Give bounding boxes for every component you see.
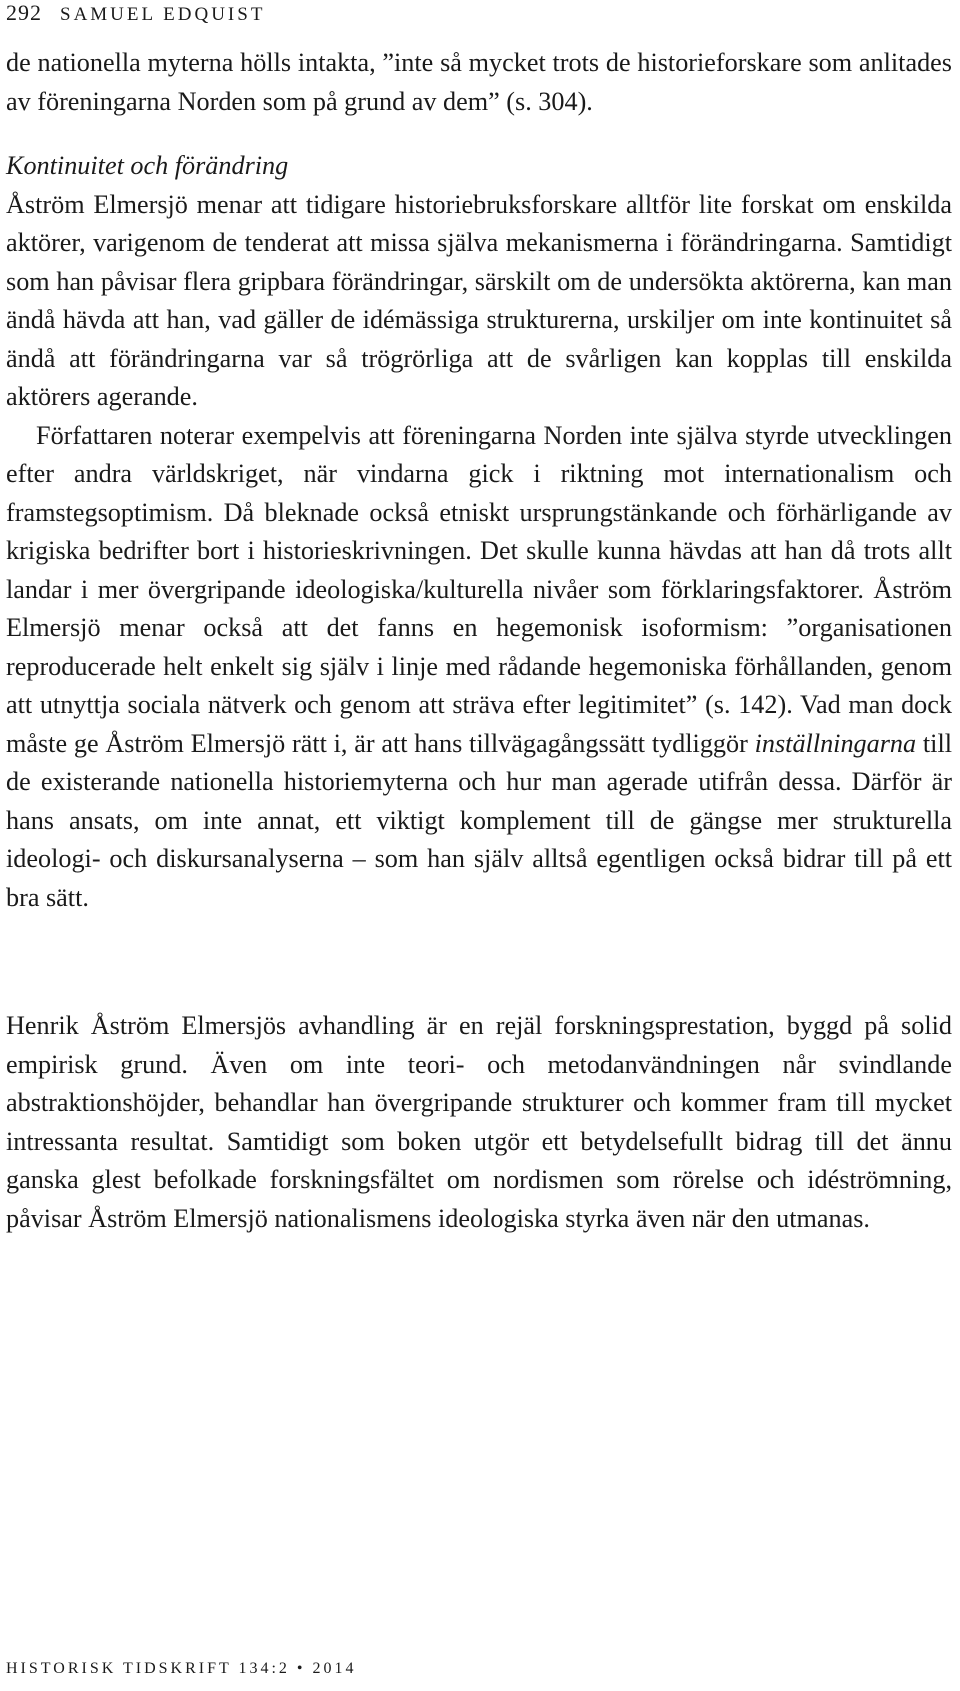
paragraph-text-end: till de existerande nationella historiemyterna och hur man agerade utifrån dessa. Därför är hans ansats, om inte annat, ett viktigt komplement till de gängse mer strukturella ideologi- och diskursanalyserna – som han själv alltså egentligen också bidrar till på ett bra sätt.: [6, 728, 952, 912]
paragraph-author-notes: [6, 417, 952, 918]
body-text-conclusion: [6, 1007, 952, 1238]
paragraph-mechanisms: Åström Elmersjö menar att tidigare historiebruksforskare alltför lite forskat om enskilda aktörer, varigenom de tenderat att missa själva mekanismerna i förändringarna. Samtidigt som han påvisar flera gripbara förändringar, särskilt om de undersökta aktörerna, kan man ändå hävda att han, vad gäller de idémässiga strukturerna, urskiljer om inte kontinuitet så ändå att förändringarna var så trögrörliga att de svårligen kan kopplas till enskilda aktörers agerande.: [6, 189, 952, 411]
journal-footer: HISTORISK TIDSKRIFT 134:2 • 2014: [6, 1660, 357, 1677]
author-name: SAMUEL EDQUIST: [60, 4, 266, 25]
page-number: 292: [6, 0, 42, 25]
emphasis-text: inställningarna: [754, 728, 917, 758]
section-heading: Kontinuitet och förändring: [6, 151, 289, 180]
paragraph-continuation: de nationella myterna hölls intakta, ”inte så mycket trots de historieforskare som anlitades av föreningarna Norden som på grund av dem” (s. 304).: [6, 48, 952, 116]
body-text-top: [6, 44, 952, 121]
body-text-section: [6, 147, 952, 917]
paragraph-conclusion: Henrik Åström Elmersjös avhandling är en rejäl forskningsprestation, byggd på solid empirisk grund. Även om inte teori- och metodanvändningen når svindlande abstraktionshöjder, behandlar han övergripande strukturer och kommer fram till mycket intressanta resultat. Samtidigt som boken utgör ett betydelsefullt bidrag till det ännu ganska glest befolkade forskningsfältet om nordismen som rörelse och idéströmning, påvisar Åström Elmersjö nationalismens ideologiska styrka även när den utmanas.: [6, 1011, 952, 1233]
paragraph-text-start: Författaren noterar exempelvis att föreningarna Norden inte själva styrde utvecklingen efter andra världskriget, när vindarna gick i riktning mot internationalism och framstegsoptimism. Då bleknade också etniskt ursprungstänkande och förhärligande av krigiska bedrifter bort i historieskrivningen. Det skulle kunna hävdas att han då trots allt landar i mer övergripande ideologiska/kulturella nivåer som förklaringsfaktorer. Åström Elmersjö menar också att det fanns en hegemonisk isoformism: ”organisationen reproducerade helt enkelt sig själv i linje med rådande hegemoniska förhållanden, genom att utnyttja sociala nätverk och genom att sträva efter legitimitet” (s. 142). Vad man dock måste ge Åström Elmersjö rätt i, är att hans tillvägagångssätt tydliggör: [6, 420, 952, 758]
running-head: [6, 0, 265, 28]
